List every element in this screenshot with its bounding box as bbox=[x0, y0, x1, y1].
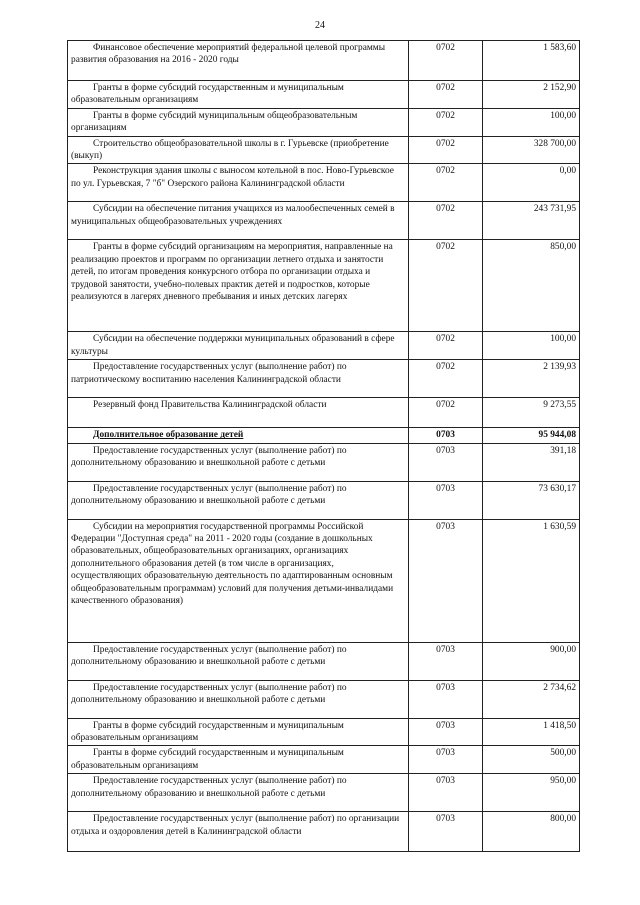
row-description: Гранты в форме субсидий государственным и муниципальным образовательным организациям bbox=[68, 81, 409, 109]
table-row bbox=[68, 774, 580, 812]
row-amount: 100,00 bbox=[483, 332, 580, 360]
row-amount: 1 418,50 bbox=[483, 718, 580, 746]
row-description: Гранты в форме субсидий муниципальным общеобразовательным организациям bbox=[68, 108, 409, 136]
row-description: Гранты в форме субсидий государственным и муниципальным образовательным организациям bbox=[68, 746, 409, 774]
table-row bbox=[68, 746, 580, 774]
row-section-code: 0703 bbox=[409, 519, 483, 642]
row-description: Субсидии на обеспечение питания учащихся из малообеспеченных семей в муниципальных общеобразовательных учреждениях bbox=[68, 202, 409, 240]
row-description: Реконструкция здания школы с выносом котельной в пос. Ново-Гурьевское по ул. Гурьевская, 7 "б" Озерского района Калининградской области bbox=[68, 164, 409, 202]
row-amount: 800,00 bbox=[483, 812, 580, 852]
table-row bbox=[68, 81, 580, 109]
row-description: Предоставление государственных услуг (выполнение работ) по дополнительному образованию и внешкольной работе с детьми bbox=[68, 481, 409, 519]
row-description: Предоставление государственных услуг (выполнение работ) по дополнительному образованию и внешкольной работе с детьми bbox=[68, 642, 409, 680]
table-row bbox=[68, 680, 580, 718]
row-section-code: 0702 bbox=[409, 202, 483, 240]
row-amount: 1 583,60 bbox=[483, 41, 580, 81]
row-section-code: 0702 bbox=[409, 41, 483, 81]
row-amount: 2 152,90 bbox=[483, 81, 580, 109]
row-section-code: 0703 bbox=[409, 481, 483, 519]
row-description: Гранты в форме субсидий государственным и муниципальным образовательным организациям bbox=[68, 718, 409, 746]
row-amount: 243 731,95 bbox=[483, 202, 580, 240]
table-row bbox=[68, 812, 580, 852]
table-row bbox=[68, 136, 580, 164]
table-row bbox=[68, 332, 580, 360]
row-amount: 2 139,93 bbox=[483, 360, 580, 398]
table-row bbox=[68, 481, 580, 519]
row-amount: 0,00 bbox=[483, 164, 580, 202]
row-amount: 1 630,59 bbox=[483, 519, 580, 642]
row-amount: 73 630,17 bbox=[483, 481, 580, 519]
table-row bbox=[68, 202, 580, 240]
row-description: Субсидии на мероприятия государственной программы Российской Федерации "Доступная среда" на 2011 - 2020 годы (создание в дошкольных образовательных, общеобразовательных организациях, организациях дополнительного образования детей (в том числе в организациях, осуществляющих образовательную деятельность по адаптированным основным общеобразовательным программам) условий для получения детьми-инвалидами качественного образования) bbox=[68, 519, 409, 642]
row-section-code: 0702 bbox=[409, 240, 483, 332]
row-section-code: 0703 bbox=[409, 642, 483, 680]
row-amount: 328 700,00 bbox=[483, 136, 580, 164]
row-section-code: 0703 bbox=[409, 774, 483, 812]
row-description: Финансовое обеспечение мероприятий федеральной целевой программы развития образования на 2016 - 2020 годы bbox=[68, 41, 409, 81]
budget-table-body bbox=[68, 41, 580, 852]
row-section-code: 0703 bbox=[409, 680, 483, 718]
row-amount: 500,00 bbox=[483, 746, 580, 774]
row-section-code: 0702 bbox=[409, 108, 483, 136]
table-row bbox=[68, 360, 580, 398]
row-amount: 95 944,08 bbox=[483, 428, 580, 443]
row-section-code: 0702 bbox=[409, 136, 483, 164]
table-row bbox=[68, 718, 580, 746]
row-amount: 391,18 bbox=[483, 443, 580, 481]
row-description: Гранты в форме субсидий организациям на мероприятия, направленные на реализацию проектов и программ по организации летнего отдыха и занятости детей, по итогам проведения конкурсного отбора по организации отдыха и трудовой занятости, учебно-полевых практик детей и подростков, которые реализуются в лагерях дневного пребывания и иных детских лагерях bbox=[68, 240, 409, 332]
table-row bbox=[68, 398, 580, 428]
row-amount: 100,00 bbox=[483, 108, 580, 136]
row-amount: 850,00 bbox=[483, 240, 580, 332]
table-row bbox=[68, 519, 580, 642]
row-description: Резервный фонд Правительства Калининградской области bbox=[68, 398, 409, 428]
row-description: Предоставление государственных услуг (выполнение работ) по дополнительному образованию и внешкольной работе с детьми bbox=[68, 774, 409, 812]
row-section-code: 0703 bbox=[409, 718, 483, 746]
table-row bbox=[68, 428, 580, 443]
row-section-code: 0702 bbox=[409, 332, 483, 360]
budget-table bbox=[67, 40, 580, 852]
table-row bbox=[68, 240, 580, 332]
row-description: Дополнительное образование детей bbox=[68, 428, 409, 443]
row-section-code: 0702 bbox=[409, 360, 483, 398]
row-description: Предоставление государственных услуг (выполнение работ) по патриотическому воспитанию населения Калининградской области bbox=[68, 360, 409, 398]
row-description: Предоставление государственных услуг (выполнение работ) по дополнительному образованию и внешкольной работе с детьми bbox=[68, 680, 409, 718]
table-row bbox=[68, 443, 580, 481]
row-amount: 9 273,55 bbox=[483, 398, 580, 428]
row-section-code: 0702 bbox=[409, 164, 483, 202]
row-section-code: 0703 bbox=[409, 746, 483, 774]
table-row bbox=[68, 41, 580, 81]
row-amount: 950,00 bbox=[483, 774, 580, 812]
row-description: Предоставление государственных услуг (выполнение работ) по дополнительному образованию и внешкольной работе с детьми bbox=[68, 443, 409, 481]
row-description: Субсидии на обеспечение поддержки муниципальных образований в сфере культуры bbox=[68, 332, 409, 360]
table-row bbox=[68, 108, 580, 136]
row-description: Предоставление государственных услуг (выполнение работ) по организации отдыха и оздоровления детей в Калининградской области bbox=[68, 812, 409, 852]
row-section-code: 0703 bbox=[409, 443, 483, 481]
table-row bbox=[68, 164, 580, 202]
row-description: Строительство общеобразовательной школы в г. Гурьевске (приобретение (выкуп) bbox=[68, 136, 409, 164]
row-section-code: 0702 bbox=[409, 81, 483, 109]
row-amount: 900,00 bbox=[483, 642, 580, 680]
page-number: 24 bbox=[315, 20, 325, 31]
row-amount: 2 734,62 bbox=[483, 680, 580, 718]
row-section-code: 0703 bbox=[409, 812, 483, 852]
row-section-code: 0702 bbox=[409, 398, 483, 428]
table-row bbox=[68, 642, 580, 680]
row-section-code: 0703 bbox=[409, 428, 483, 443]
